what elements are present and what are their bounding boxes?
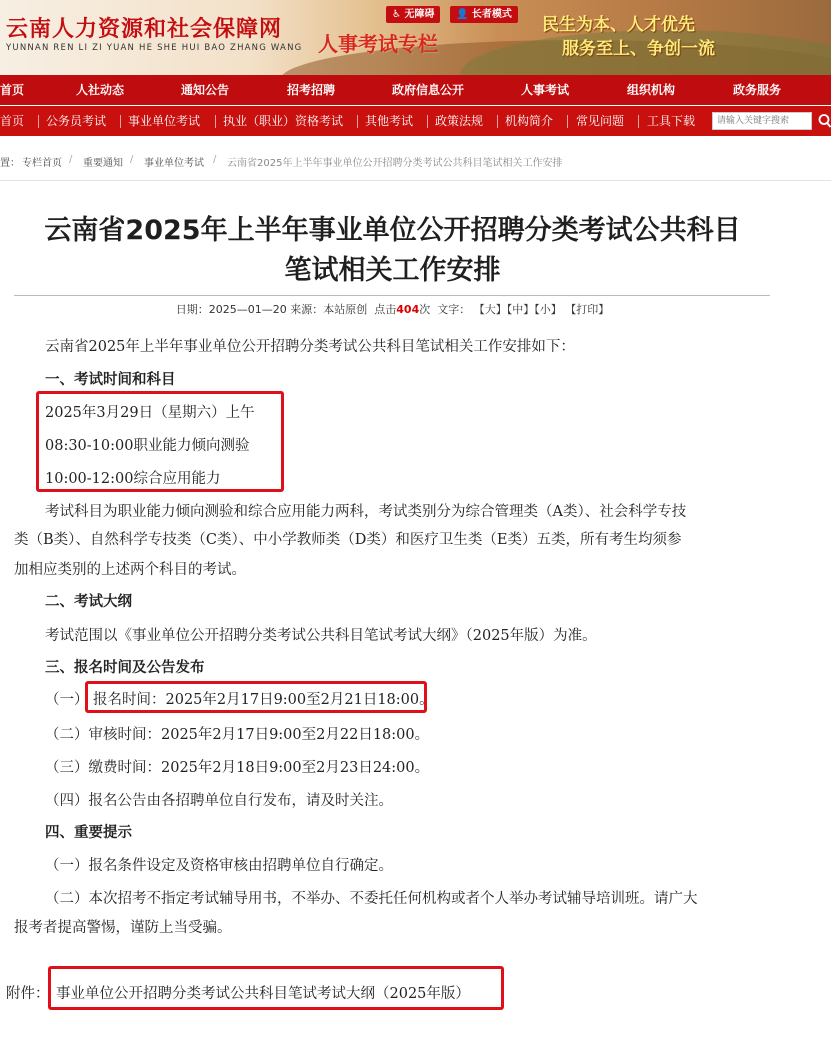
highlight-box-registration <box>85 681 427 713</box>
exam-session-1: 08:30-10:00职业能力倾向测验 <box>45 438 250 454</box>
sub-nav <box>0 106 831 136</box>
column-name: 人事考试专栏 <box>318 32 438 56</box>
font-size-medium-button[interactable]: 【中】 <box>506 303 535 316</box>
breadcrumb-item-notices[interactable]: 重要通知 <box>83 158 123 169</box>
breadcrumb-separator: / <box>130 154 134 165</box>
subnav-divider <box>567 115 568 128</box>
attachment-label: 附件： <box>6 986 50 1002</box>
section3-heading: 三、报名时间及公告发布 <box>45 659 205 676</box>
breadcrumb-divider <box>0 180 831 181</box>
nav-item-home[interactable]: 首页 <box>0 83 25 97</box>
main-nav <box>0 75 831 105</box>
meta-font-size-label: 文字： <box>437 303 471 316</box>
meta-hits-suffix: 次 <box>419 303 431 316</box>
subnav-downloads[interactable]: 工具下载 <box>647 114 696 128</box>
section1-heading: 一、考试时间和科目 <box>45 371 176 388</box>
tip-1: （一）报名条件设定及资格审核由招聘单位自行确定。 <box>45 858 393 874</box>
font-size-large-button[interactable]: 【大】 <box>473 303 507 316</box>
section3-item1-number: （一） <box>45 692 89 708</box>
subnav-divider <box>38 115 39 128</box>
meta-hits-prefix: 点击 <box>374 303 397 316</box>
slogan-line2: 服务至上、争创一流 <box>562 39 715 59</box>
site-banner <box>0 0 831 75</box>
meta-source: 来源：本站原创 <box>290 303 368 316</box>
font-size-small-button[interactable]: 【小】 <box>534 303 562 316</box>
search-icon[interactable] <box>817 113 831 129</box>
nav-item-news[interactable]: 人社动态 <box>76 83 125 97</box>
section4-heading: 四、重要提示 <box>45 824 132 841</box>
nav-item-recruit[interactable]: 招考招聘 <box>287 83 336 97</box>
breadcrumb-separator: / <box>213 154 217 165</box>
meta-hits-count: 404 <box>396 303 420 316</box>
barrier-free-button[interactable]: ♿ 无障碍 <box>386 6 440 23</box>
subnav-home[interactable]: 首页 <box>0 114 25 128</box>
breadcrumb-current: 云南省2025年上半年事业单位公开招聘分类考试公共科目笔试相关工作安排 <box>227 158 563 169</box>
subnav-public-institution[interactable]: 事业单位考试 <box>128 114 201 128</box>
article-intro: 云南省2025年上半年事业单位公开招聘分类考试公共科目笔试相关工作安排如下： <box>45 339 575 355</box>
subnav-divider <box>215 115 216 128</box>
subnav-qualification[interactable]: 执业（职业）资格考试 <box>223 114 344 128</box>
highlight-box-exam-time <box>36 391 284 492</box>
nav-item-org[interactable]: 组织机构 <box>627 83 676 97</box>
subnav-about[interactable]: 机构简介 <box>505 114 554 128</box>
title-divider <box>14 295 770 296</box>
elder-mode-button[interactable]: 👤 长者模式 <box>450 6 518 23</box>
payment-time: （三）缴费时间：2025年2月18日9:00至2月23日24:00。 <box>45 760 430 776</box>
nav-item-exams[interactable]: 人事考试 <box>521 83 570 97</box>
slogan-line1: 民生为本、人才优先 <box>542 15 695 35</box>
site-pinyin: YUNNAN REN LI ZI YUAN HE SHE HUI BAO ZHANG WANG <box>6 43 303 53</box>
breadcrumb <box>0 148 831 174</box>
section2-text: 考试范围以《事业单位公开招聘分类考试公共科目笔试考试大纲》（2025年版）为准。 <box>45 628 597 644</box>
tip-2-line2: 报考者提高警惕，谨防上当受骗。 <box>14 920 232 936</box>
subnav-civil-service[interactable]: 公务员考试 <box>46 114 107 128</box>
nav-item-services[interactable]: 政务服务 <box>733 83 782 97</box>
tip-2-line1: （二）本次招考不指定考试辅导用书，不举办、不委托任何机构或者个人举办考试辅导培训班。请广大 <box>45 891 698 907</box>
breadcrumb-item-category[interactable]: 事业单位考试 <box>144 158 204 169</box>
registration-time: 报名时间：2025年2月17日9:00至2月21日18:00。 <box>93 692 434 708</box>
subnav-divider <box>120 115 121 128</box>
highlight-box-attachment <box>48 966 504 1010</box>
breadcrumb-item-column-home[interactable]: 专栏首页 <box>22 158 62 169</box>
subnav-divider <box>357 115 358 128</box>
article-title-line1: 云南省2025年上半年事业单位公开招聘分类考试公共科目 <box>44 215 741 246</box>
section1-paragraph-line3: 加相应类别的上述两个科目的考试。 <box>14 562 246 578</box>
section1-paragraph-line1: 考试科目为职业能力倾向测验和综合应用能力两科，考试类别分为综合管理类（A类）、社会科学专技 <box>45 504 687 520</box>
article-meta <box>0 301 785 317</box>
search-input[interactable] <box>712 112 812 130</box>
breadcrumb-separator: / <box>69 154 73 165</box>
subnav-divider <box>638 115 639 128</box>
announcement-note: （四）报名公告由各招聘单位自行发布，请及时关注。 <box>45 793 393 809</box>
subnav-faq[interactable]: 常见问题 <box>576 114 625 128</box>
print-button[interactable]: 【打印】 <box>565 303 610 316</box>
subnav-other-exams[interactable]: 其他考试 <box>365 114 414 128</box>
breadcrumb-prefix: 置： <box>0 158 20 169</box>
attachment-link[interactable]: 事业单位公开招聘分类考试公共科目笔试考试大纲（2025年版） <box>56 986 470 1002</box>
subnav-divider <box>427 115 428 128</box>
article-title-line2: 笔试相关工作安排 <box>284 255 501 286</box>
exam-date: 2025年3月29日（星期六）上午 <box>45 405 255 421</box>
site-title[interactable]: 云南人力资源和社会保障网 <box>6 16 283 42</box>
subnav-divider <box>497 115 498 128</box>
meta-date: 日期：2025—01—20 <box>175 303 287 316</box>
exam-session-2: 10:00-12:00综合应用能力 <box>45 471 221 487</box>
section1-paragraph-line2: 类（B类）、自然科学专技类（C类）、中小学教师类（D类）和医疗卫生类（E类）五类，所有考生均须参 <box>14 532 682 548</box>
subnav-policies[interactable]: 政策法规 <box>435 114 484 128</box>
nav-item-info-public[interactable]: 政府信息公开 <box>392 83 465 97</box>
section2-heading: 二、考试大纲 <box>45 593 132 610</box>
nav-item-notices[interactable]: 通知公告 <box>181 83 230 97</box>
review-time: （二）审核时间：2025年2月17日9:00至2月22日18:00。 <box>45 727 430 743</box>
